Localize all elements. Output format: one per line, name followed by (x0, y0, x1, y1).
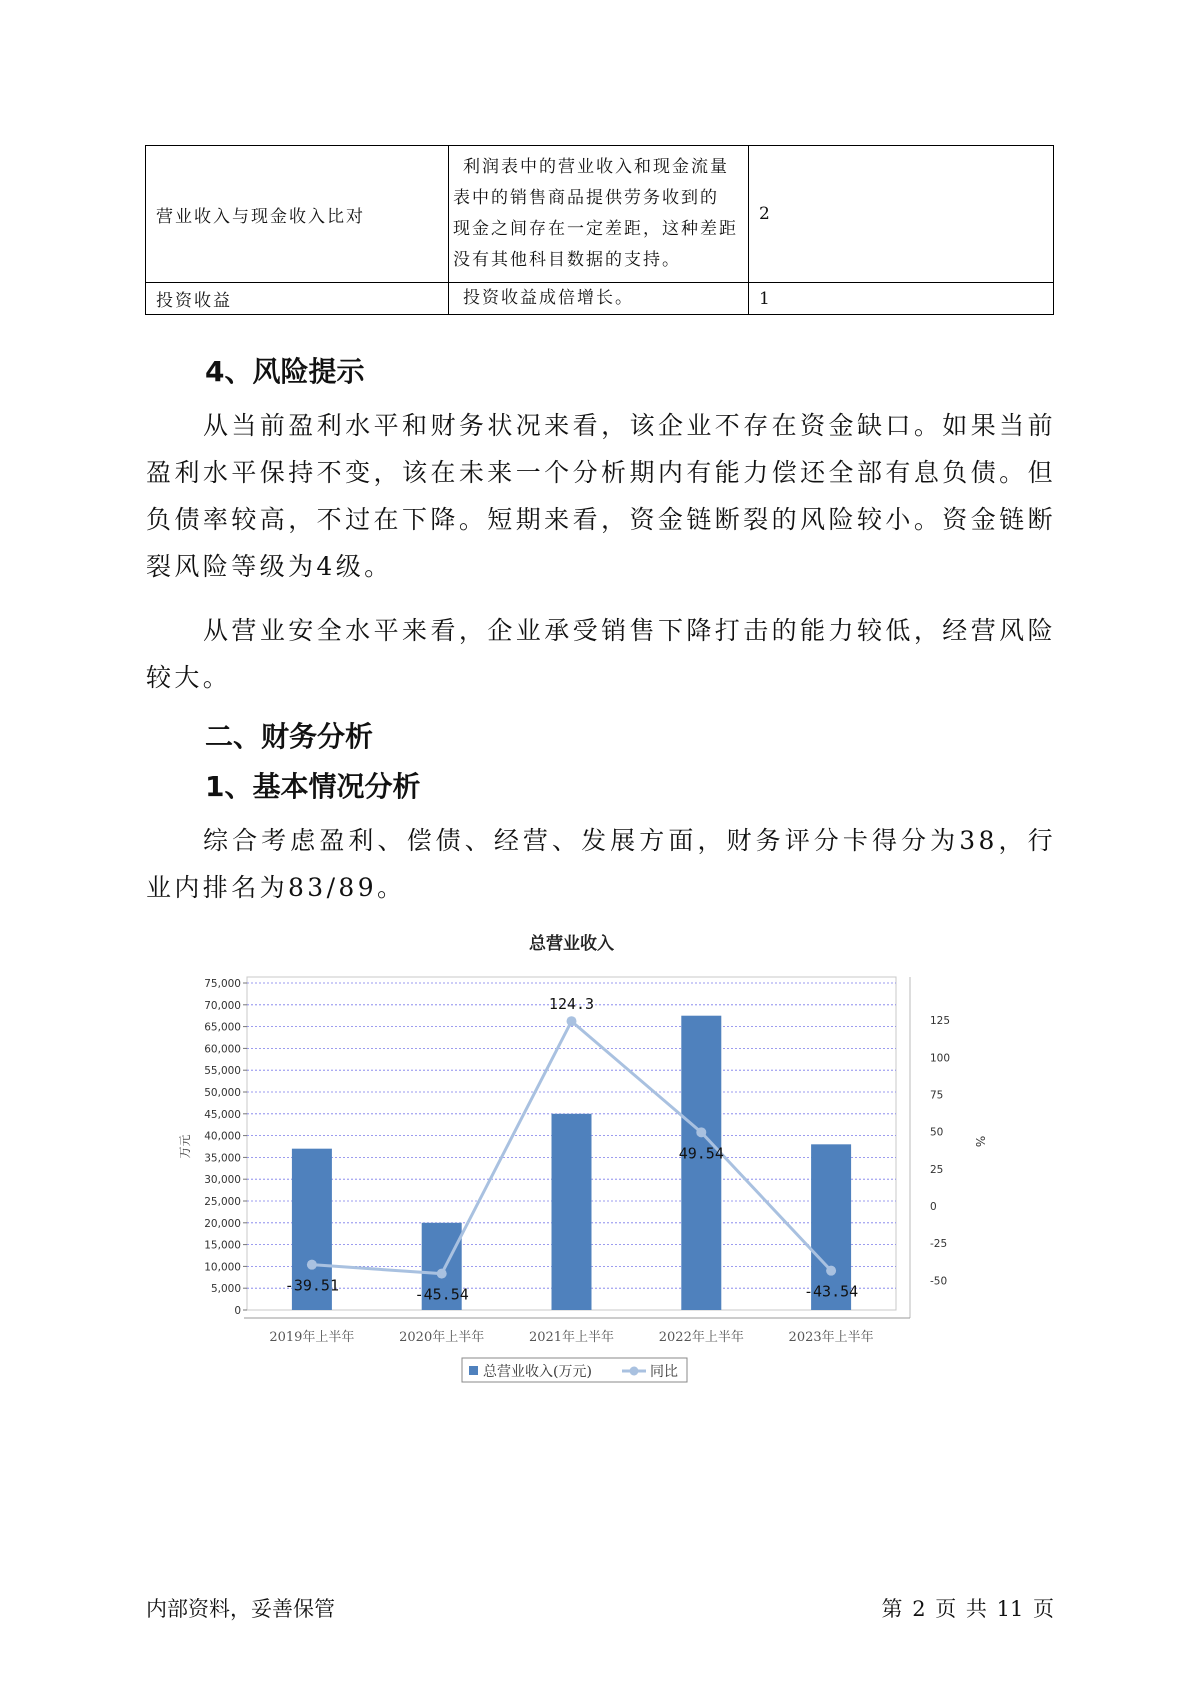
yoy-point (567, 1016, 577, 1026)
yoy-data-label: -43.54 (804, 1282, 859, 1301)
yoy-data-label: 49.54 (678, 1144, 724, 1163)
left-tick-label: 0 (234, 1305, 241, 1317)
x-tick-label: 2019年上半年 (269, 1330, 355, 1345)
yoy-point (437, 1269, 447, 1279)
right-tick-label: 25 (930, 1163, 944, 1176)
legend-label-yoy: 同比 (650, 1364, 678, 1380)
risk-paragraph-2: 从营业安全水平来看，企业承受销售下降打击的能力较低，经营风险较大。 (146, 616, 1056, 692)
right-axis-label: % (973, 1135, 987, 1148)
table-row (146, 146, 1054, 283)
left-tick-label: 55,000 (204, 1065, 241, 1078)
left-tick-label: 5,000 (210, 1283, 241, 1296)
revenue-chart (170, 920, 987, 1400)
table-cell-score: 2 (749, 146, 1054, 283)
yoy-data-label: 124.3 (548, 995, 595, 1014)
left-tick-label: 20,000 (204, 1217, 241, 1230)
left-tick-label: 50,000 (204, 1087, 241, 1099)
revenue-bar (552, 1114, 592, 1310)
left-tick-label: 15,000 (204, 1239, 241, 1252)
legend-swatch-marker (630, 1367, 639, 1376)
footer-page-number: 第 2 页 共 11 页 (881, 1597, 1054, 1621)
left-tick-label: 65,000 (204, 1021, 241, 1034)
table-cell-item: 投资收益 (146, 283, 449, 315)
right-tick-label: 75 (930, 1089, 944, 1102)
table-row (146, 283, 1054, 315)
left-tick-label: 75,000 (204, 978, 241, 990)
legend-swatch-bar (469, 1366, 478, 1375)
revenue-chart-svg (170, 920, 987, 1400)
x-tick-label: 2023年上半年 (788, 1330, 874, 1345)
x-tick-label: 2022年上半年 (658, 1330, 744, 1345)
left-tick-label: 60,000 (204, 1043, 241, 1056)
left-tick-label: 35,000 (204, 1152, 241, 1165)
chart-title: 总营业收入 (529, 934, 614, 954)
right-tick-label: -50 (930, 1275, 948, 1288)
desc-line: 没有其他科目数据的支持。 (453, 250, 681, 270)
yoy-data-label: -39.51 (284, 1276, 339, 1295)
table-cell-score: 1 (749, 283, 1054, 315)
left-tick-label: 45,000 (204, 1108, 241, 1121)
left-axis-label: 万元 (178, 1134, 192, 1159)
basic-analysis-paragraph: 综合考虑盈利、偿债、经营、发展方面，财务评分卡得分为38，行业内排名为83/89。 (146, 826, 1056, 902)
table-cell-desc (449, 146, 749, 283)
subsection-heading-basic: 1、基本情况分析 (205, 770, 421, 803)
left-tick-label: 25,000 (204, 1196, 241, 1208)
x-tick-label: 2020年上半年 (399, 1330, 485, 1345)
table-cell-desc: 投资收益成倍增长。 (449, 283, 749, 315)
left-tick-label: 40,000 (204, 1130, 241, 1143)
left-tick-label: 30,000 (204, 1174, 241, 1187)
section-heading-finance: 二、财务分析 (205, 720, 374, 753)
right-tick-label: 125 (930, 1015, 951, 1028)
desc-line: 利润表中的营业收入和现金流量 (463, 157, 729, 177)
desc-line: 现金之间存在一定差距，这种差距 (453, 219, 738, 239)
desc-line: 表中的销售商品提供劳务收到的 (453, 188, 719, 208)
yoy-data-label: -45.54 (414, 1285, 469, 1304)
risk-paragraph-1: 从当前盈利水平和财务状况来看，该企业不存在资金缺口。如果当前盈利水平保持不变，该在未来一个分析期内有能力偿还全部有息负债。但负债率较高，不过在下降。短期来看，资金链断裂的风险较小。资金链断裂风险等级为4级。 (146, 411, 1056, 581)
left-tick-label: 70,000 (204, 999, 241, 1012)
risk-table (145, 145, 1054, 315)
left-tick-label: 10,000 (204, 1261, 241, 1274)
x-tick-label: 2021年上半年 (528, 1330, 615, 1345)
yoy-point (307, 1260, 317, 1270)
right-tick-label: -25 (930, 1238, 948, 1251)
footer-left: 内部资料，妥善保管 (146, 1597, 335, 1621)
yoy-point (826, 1266, 836, 1276)
right-tick-label: 0 (930, 1200, 937, 1213)
table-cell-item: 营业收入与现金收入比对 (146, 146, 449, 283)
legend-label-revenue: 总营业收入(万元) (483, 1364, 592, 1380)
yoy-point (696, 1127, 706, 1137)
revenue-bar (681, 1016, 721, 1310)
right-tick-label: 50 (930, 1126, 944, 1139)
section-heading-risk: 4、风险提示 (205, 355, 365, 388)
right-tick-label: 100 (930, 1052, 951, 1065)
